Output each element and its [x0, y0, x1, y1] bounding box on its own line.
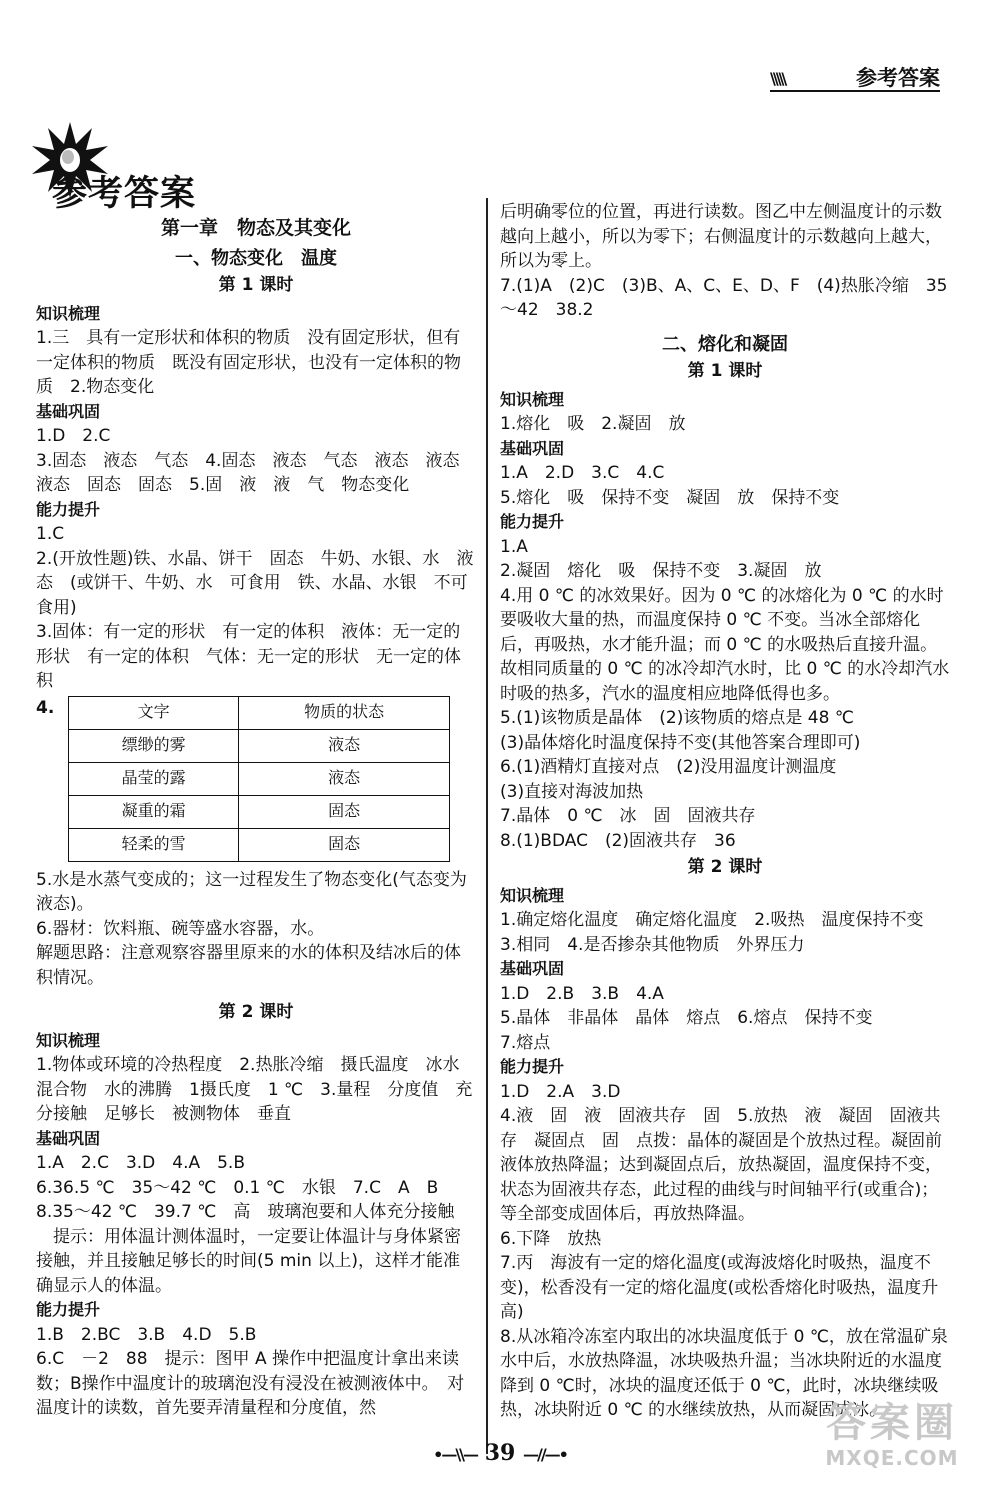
answer-line: 1.C — [36, 524, 65, 544]
state-table — [68, 696, 450, 862]
answer-line: 2.凝固 熔化 吸 保持不变 3.凝固 放 — [500, 561, 822, 581]
answer-line: 8.从冰箱冷冻室内取出的冰块温度低于 0 ℃，放在常温矿泉水中后，水放热降温，冰块吸热升温；当冰块附近的水温度降到 0 ℃时，冰块的温度还低于 0 ℃，此时，冰块继续吸热，冰块附近 0 ℃ 的水继续放热，从而凝固成冰。 — [500, 1326, 948, 1420]
table-header-cell: 文字 — [69, 696, 239, 729]
answer-line: 1.D 2.A 3.D — [500, 1081, 621, 1102]
table-row — [69, 795, 450, 828]
section-title: 二、熔化和凝固 — [662, 333, 788, 355]
sub-heading: 能力提升 — [500, 1057, 565, 1076]
answer-line: 1.D 2.B 3.B 4.A — [500, 983, 664, 1004]
header-tag — [770, 62, 940, 92]
footer-ornament-right-icon: —//—• — [522, 1445, 567, 1464]
sub-heading: 能力提升 — [36, 1300, 101, 1319]
sub-heading: 知识梳理 — [500, 885, 565, 905]
sub-heading: 知识梳理 — [36, 303, 101, 323]
answer-line: 提示：用体温计测体温时，一定要让体温计与身体紧密接触，并且接触足够长的时间(5 min 以上)，这样才能准确显示人的体温。 — [36, 1226, 461, 1296]
sub-heading: 基础巩固 — [36, 401, 101, 421]
question-number: 4. — [36, 697, 55, 718]
sub-heading: 能力提升 — [36, 499, 101, 519]
answer-line: 5.晶体 非晶体 晶体 熔点 6.熔点 保持不变 — [500, 1008, 873, 1028]
sub-heading: 基础巩固 — [500, 959, 565, 978]
answer-line: 1.三 具有一定形状和体积的物质 没有固定形状，但有一定体积的物质 既没有固定形状，也没有一定体积的物质 2.物态变化 — [36, 328, 461, 397]
answer-line: 5.水是水蒸气变成的；这一过程发生了物态变化(气态变为液态)。 — [36, 869, 467, 914]
answer-line: 3.固体：有一定的形状 有一定的体积 液体：无一定的形状 有一定的体积 气体：无一定的形状 无一定的体积 — [36, 622, 461, 691]
table-cell: 液态 — [239, 762, 450, 795]
answer-line: 1.确定熔化温度 确定熔化温度 2.吸热 温度保持不变 3.相同 4.是否掺杂其他物质 外界压力 — [500, 910, 941, 955]
table-header-cell: 物质的状态 — [239, 696, 450, 729]
answer-line: 6.(1)酒精灯直接对点 (2)没用温度计测温度 — [500, 757, 837, 777]
lesson-title: 第 2 课时 — [687, 857, 763, 877]
chapter-title: 第一章 物态及其变化 — [160, 217, 351, 239]
table-cell: 缥缈的雾 — [69, 729, 239, 762]
answer-line: 8.(1)BDAC (2)固液共存 36 — [500, 830, 736, 851]
left-column — [36, 214, 476, 1421]
lesson-title: 第 1 课时 — [687, 361, 763, 381]
answer-line: (3)晶体熔化时温度保持不变(其他答案合理即可) — [500, 732, 861, 753]
sub-heading: 能力提升 — [500, 512, 565, 531]
answer-line: 6.C －2 88 提示：图甲 A 操作中把温度计拿出来读数；B操作中温度计的玻璃泡没有浸没在被测液体中。 对温度计的读数，首先要弄清量程和分度值，然 — [36, 1349, 465, 1418]
answer-table-block — [36, 696, 476, 862]
header-ornament: \\\\\ — [770, 69, 785, 88]
answer-line: 3.固态 液态 气态 4.固态 液态 气态 液态 液态 液态 固态 固态 5.固 液 液 气 物态变化 — [36, 450, 477, 495]
right-column — [500, 200, 950, 1423]
table-row — [69, 828, 450, 861]
answer-line: 后明确零位的位置，再进行读数。图乙中左侧温度计的示数越向上越小，所以为零下；右侧温度计的示数越向上越大，所以为零上。 — [500, 202, 942, 271]
answer-line: 7.丙 海波有一定的熔化温度(或海波熔化时吸热，温度不变)，松香没有一定的熔化温度(或松香熔化时吸热，温度升高) — [500, 1253, 939, 1322]
table-cell: 轻柔的雪 — [69, 828, 239, 861]
sub-heading: 基础巩固 — [500, 438, 565, 458]
table-header-row — [69, 696, 450, 729]
answer-line: 1.D 2.C — [36, 426, 111, 446]
lesson-title: 第 1 课时 — [218, 275, 294, 295]
section-title: 一、物态变化 温度 — [175, 247, 337, 269]
answer-line: (3)直接对海波加热 — [500, 781, 644, 802]
table-row — [69, 729, 450, 762]
page-number: 39 — [484, 1440, 516, 1466]
lesson-title: 第 2 课时 — [218, 1002, 294, 1022]
watermark-line: MXQE.COM — [825, 1446, 959, 1470]
answer-line: 1.熔化 吸 2.凝固 放 — [500, 414, 686, 434]
answer-line: 1.A — [500, 536, 528, 557]
table-cell: 凝重的霜 — [69, 795, 239, 828]
answer-line: 1.A 2.C 3.D 4.A 5.B — [36, 1153, 245, 1173]
table-row — [69, 762, 450, 795]
answer-line: 4.液 固 液 固液共存 固 5.放热 液 凝固 固液共存 凝固点 固 点拨：晶体的凝固是个放热过程。凝固前液体放热降温；达到凝固点后，放热凝固，温度保持不变，状态为固液共存态，此过程的曲线与时间轴平行(或重合)；等全部变成固体后，再放热降温。 — [500, 1106, 942, 1224]
table-cell: 固态 — [239, 828, 450, 861]
answer-line: 解题思路：注意观察容器里原来的水的体积及结冰后的体积情况。 — [36, 943, 461, 988]
answer-line: 6.下降 放热 — [500, 1228, 602, 1249]
answer-line: 1.B 2.BC 3.B 4.D 5.B — [36, 1324, 257, 1345]
table-cell: 固态 — [239, 795, 450, 828]
sub-heading: 知识梳理 — [36, 1030, 101, 1050]
answer-line: 6.器材：饮料瓶、碗等盛水容器，水。 — [36, 918, 325, 939]
footer-ornament-left-icon: •—\\— — [433, 1445, 478, 1464]
answer-line: 6.36.5 ℃ 35～42 ℃ 0.1 ℃ 水银 7.C A B — [36, 1177, 439, 1198]
sub-heading: 基础巩固 — [36, 1128, 101, 1148]
watermark-line: 答案圈 — [826, 1400, 958, 1446]
answer-line: 7.熔点 — [500, 1032, 551, 1053]
answer-line: 5.熔化 吸 保持不变 凝固 放 保持不变 — [500, 487, 840, 508]
table-cell: 晶莹的露 — [69, 762, 239, 795]
answer-line: 7.(1)A (2)C (3)B、A、C、E、D、F (4)热胀冷缩 35～42 38.2 — [500, 275, 948, 320]
column-divider — [486, 198, 488, 1454]
answer-line: 2.(开放性题)铁、水晶、饼干 固态 牛奶、水银、水 液态 (或饼干、牛奶、水 可食用 铁、水晶、水银 不可食用) — [36, 548, 474, 618]
answer-line: 8.35～42 ℃ 39.7 ℃ 高 玻璃泡要和人体充分接触 — [36, 1202, 455, 1222]
page-title: 参考答案 — [52, 174, 197, 214]
answer-line: 5.(1)该物质是晶体 (2)该物质的熔点是 48 ℃ — [500, 708, 854, 728]
answer-line: 7.晶体 0 ℃ 冰 固 固液共存 — [500, 806, 756, 826]
answer-line: 4.用 0 ℃ 的冰效果好。因为 0 ℃ 的冰熔化为 0 ℃ 的水时要吸收大量的热，而温度保持 0 ℃ 不变。当冰全部熔化后，再吸热，水才能升温；而 0 ℃ 的水吸热后直接升温。故相同质量的 0 ℃ 的冰冷却汽水时，比 0 ℃ 的水冷却汽水时吸的热多，汽水的温度相应地降低得也多。 — [500, 585, 950, 704]
watermark — [802, 1400, 982, 1480]
sub-heading: 知识梳理 — [500, 389, 565, 409]
answer-line: 1.物体或环境的冷热程度 2.热胀冷缩 摄氏温度 冰水混合物 水的沸腾 1摄氏度 1 ℃ 3.量程 分度值 充分接触 足够长 被测物体 垂直 — [36, 1055, 473, 1124]
table-cell: 液态 — [239, 729, 450, 762]
header-tag-text: 参考答案 — [856, 66, 940, 90]
answer-line: 1.A 2.D 3.C 4.C — [500, 463, 665, 483]
